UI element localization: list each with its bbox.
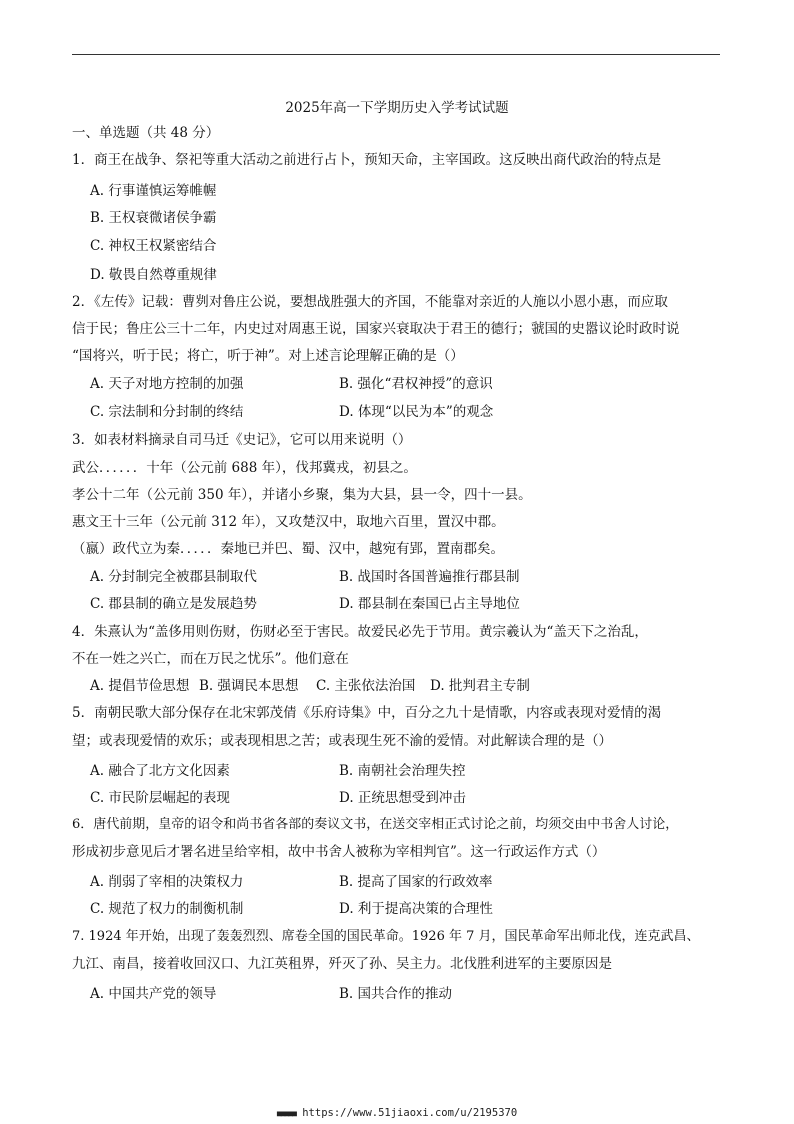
question-1-option-d: D. 敬畏自然尊重规律 — [90, 267, 217, 283]
question-4-option-a: A. 提倡节俭思想 — [90, 678, 190, 694]
question-2-option-c: C. 宗法制和分封制的终结 — [90, 404, 244, 420]
page-footer — [0, 1107, 794, 1119]
section-heading: 一、单选题（共 48 分） — [72, 125, 220, 141]
question-1-stem: 1．商王在战争、祭祀等重大活动之前进行占卜，预知天命，主宰国政。这反映出商代政治的特点是 — [72, 152, 662, 168]
question-7-option-a: A. 中国共产党的领导 — [90, 986, 217, 1002]
question-4-option-d: D. 批判君主专制 — [430, 678, 530, 694]
question-7-stem-line: 7. 1924 年开始，出现了轰轰烈烈、席卷全国的国民革命。1926 年 7 月，国民革命军出师北伐，连克武昌、 — [72, 929, 700, 944]
question-7-stem-line: 九江、南昌，接着收回汉口、九江英租界，歼灭了孙、吴主力。北伐胜利进军的主要原因是 — [72, 956, 612, 972]
exam-title: 2025年高一下学期历史入学考试试题 — [285, 100, 509, 116]
question-1-option-a: A. 行事谨慎运筹帷幄 — [90, 183, 217, 199]
footer-mark: ■■■■■ — [276, 1109, 296, 1118]
question-6-option-d: D. 利于提高决策的合理性 — [339, 901, 493, 917]
question-6-option-b: B. 提高了国家的行政效率 — [339, 874, 493, 890]
question-2-option-b: B. 强化“君权神授”的意识 — [339, 376, 493, 392]
question-5-option-c: C. 市民阶层崛起的表现 — [90, 790, 230, 806]
question-2-stem-line: 信于民；鲁庄公三十二年，内史过对周惠王说，国家兴衰取决于君王的德行；虢国的史嚣议论时政时说 — [72, 321, 680, 337]
question-3-option-d: D. 郡县制在秦国已占主导地位 — [339, 596, 520, 612]
question-4-option-b: B. 强调民本思想 — [199, 678, 299, 694]
question-7-option-b: B. 国共合作的推动 — [339, 986, 453, 1002]
question-6-option-a: A. 削弱了宰相的决策权力 — [90, 874, 244, 890]
question-1-option-c: C. 神权王权紧密结合 — [90, 238, 217, 254]
question-3-material-line: （嬴）政代立为秦．．．．．秦地已并巴、蜀、汉中，越宛有郢，置南郡矣。 — [72, 541, 504, 557]
question-2-stem-line: 2．《左传》记载：曹刿对鲁庄公说，要想战胜强大的齐国，不能靠对亲近的人施以小恩小惠，而应取 — [72, 294, 668, 310]
question-2-option-d: D. 体现“以民为本”的观念 — [339, 404, 494, 420]
question-3-option-a: A. 分封制完全被郡县制取代 — [90, 569, 257, 585]
question-3-material-line: 孝公十二年（公元前 350 年），并诸小乡聚，集为大县，县一令，四十一县。 — [72, 487, 532, 503]
question-6-option-c: C. 规范了权力的制衡机制 — [90, 901, 244, 917]
header-rule — [72, 54, 720, 55]
question-3-material-line: 惠文王十三年（公元前 312 年），又攻楚汉中，取地六百里，置汉中郡。 — [72, 514, 505, 530]
question-3-option-c: C. 郡县制的确立是发展趋势 — [90, 596, 257, 612]
question-3-material-line: 武公．．．．．．十年（公元前 688 年），伐邦冀戎，初县之。 — [72, 460, 417, 476]
question-6-stem-line: 6．唐代前期，皇帝的诏令和尚书省各部的奏议文书，在送交宰相正式讨论之前，均须交由中书舍人讨论， — [72, 817, 679, 832]
question-5-stem-line: 望；或表现爱情的欢乐；或表现相思之苦；或表现生死不渝的爱情。对此解读合理的是（） — [72, 733, 612, 749]
question-5-option-a: A. 融合了北方文化因素 — [90, 763, 230, 779]
question-4-stem-line: 4．朱熹认为“盖侈用则伤财，伤财必至于害民。故爱民必先于节用。黄宗羲认为“盖天下之治乱， — [72, 624, 648, 640]
question-4-option-c: C. 主张依法治国 — [316, 678, 416, 694]
footer-url: https://www.51jiaoxi.com/u/2195370 — [302, 1107, 518, 1119]
question-3-option-b: B. 战国时各国普遍推行郡县制 — [339, 569, 520, 585]
question-6-stem-line: 形成初步意见后才署名进呈给宰相，故中书舍人被称为宰相判官”。这一行政运作方式（） — [72, 844, 606, 860]
question-2-stem-line: “国将兴，听于民；将亡，听于神”。对上述言论理解正确的是（） — [72, 348, 464, 364]
question-5-option-b: B. 南朝社会治理失控 — [339, 763, 466, 779]
question-5-stem-line: 5．南朝民歌大部分保存在北宋郭茂倩《乐府诗集》中，百分之九十是情歌，内容或表现对爱情的渴 — [72, 705, 662, 721]
question-5-option-d: D. 正统思想受到冲击 — [339, 790, 466, 806]
question-1-option-b: B. 王权衰微诸侯争霸 — [90, 210, 217, 226]
question-3-stem: 3．如表材料摘录自司马迁《史记》，它可以用来说明（） — [72, 432, 412, 448]
question-4-stem-line: 不在一姓之兴亡，而在万民之忧乐”。他们意在 — [72, 651, 349, 667]
question-2-option-a: A. 天子对地方控制的加强 — [90, 376, 244, 392]
